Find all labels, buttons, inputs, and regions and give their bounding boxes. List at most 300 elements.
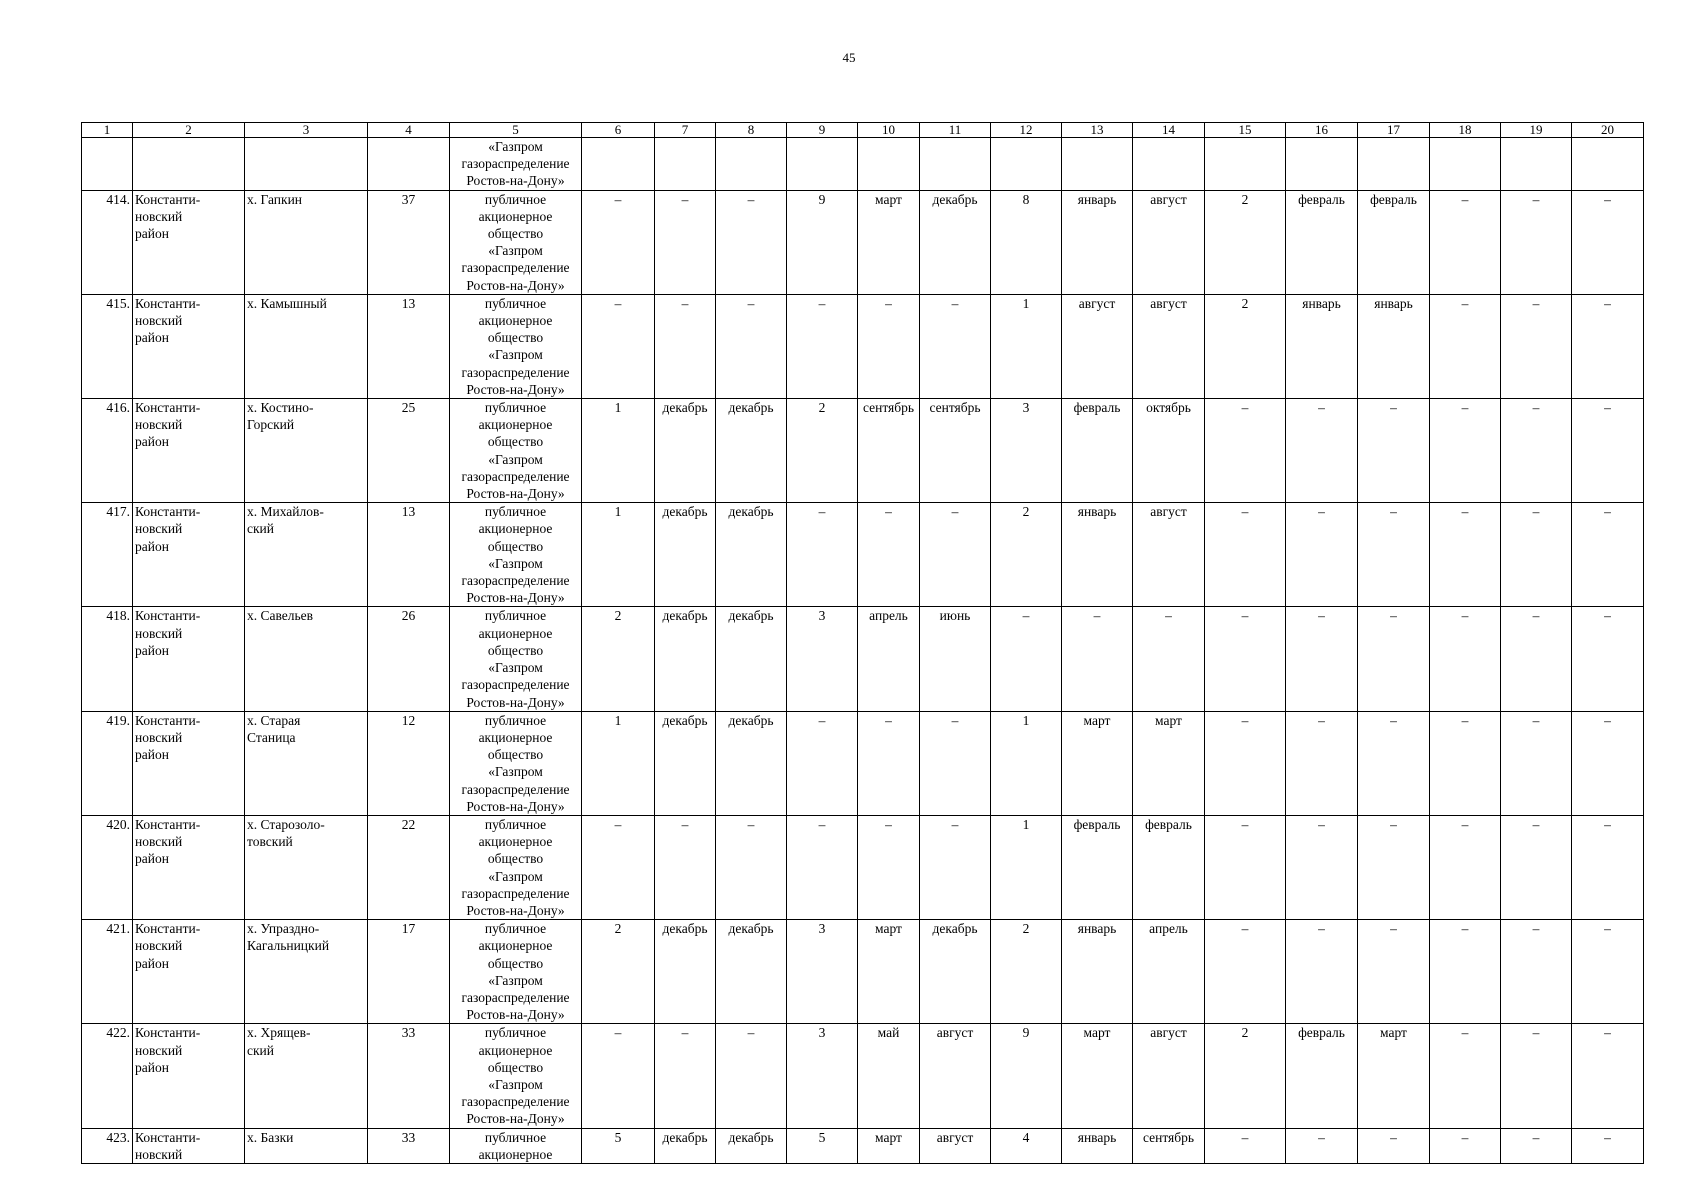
cell-c14: февраль <box>1133 815 1205 919</box>
settlement-line: ский <box>247 521 274 537</box>
cell-c17: март <box>1358 1024 1430 1128</box>
cell-c13: январь <box>1062 920 1133 1024</box>
cell-c7: декабрь <box>655 607 716 711</box>
column-header-14: 14 <box>1133 123 1205 138</box>
column-header-1: 1 <box>82 123 133 138</box>
cell-c9: – <box>787 294 858 398</box>
cell-c19: – <box>1501 399 1572 503</box>
settlement <box>245 503 368 607</box>
count: 26 <box>368 607 450 711</box>
organization <box>450 399 582 503</box>
district-line: район <box>135 642 169 658</box>
district <box>133 294 245 398</box>
district <box>133 607 245 711</box>
organization-line: акционерное <box>478 521 553 537</box>
organization-line: Ростов-на-Дону» <box>466 1007 565 1023</box>
table-row <box>82 920 1644 1024</box>
cell-c13: март <box>1062 1024 1133 1128</box>
organization-line: газораспределение <box>461 364 570 380</box>
district <box>133 711 245 815</box>
column-header-19: 19 <box>1501 123 1572 138</box>
table-row <box>82 607 1644 711</box>
table-row <box>82 399 1644 503</box>
cell-c12: – <box>991 607 1062 711</box>
cell-c12: 8 <box>991 190 1062 294</box>
district-line: Константи- <box>135 1129 201 1145</box>
cell-c19: – <box>1501 815 1572 919</box>
settlement-line: х. Хрящев- <box>247 1025 311 1041</box>
count: 33 <box>368 1128 450 1163</box>
count: 22 <box>368 815 450 919</box>
column-header-17: 17 <box>1358 123 1430 138</box>
count: 33 <box>368 1024 450 1128</box>
settlement-line: х. Гапкин <box>247 191 303 207</box>
cell-c16: – <box>1286 1128 1358 1163</box>
cell-c6: 2 <box>582 607 655 711</box>
column-header-10: 10 <box>858 123 920 138</box>
organization <box>450 607 582 711</box>
cell-c6: 5 <box>582 1128 655 1163</box>
organization-line: «Газпром <box>488 868 543 884</box>
cell-c15: 2 <box>1205 190 1286 294</box>
organization-line: публичное <box>484 504 547 520</box>
table-row <box>82 294 1644 398</box>
cell-c13: февраль <box>1062 399 1133 503</box>
column-header-18: 18 <box>1430 123 1501 138</box>
cell-c19: – <box>1501 1024 1572 1128</box>
district-line: новский <box>135 938 183 954</box>
cell-c17: – <box>1358 1128 1430 1163</box>
cell-c4 <box>368 138 450 191</box>
cell-c19: – <box>1501 607 1572 711</box>
row-number: 420. <box>82 815 133 919</box>
organization-line: Ростов-на-Дону» <box>466 590 565 606</box>
organization-line: публичное <box>484 816 547 832</box>
organization-line: газораспределение <box>461 677 570 693</box>
organization-line: «Газпром <box>488 347 543 363</box>
cell-c18: – <box>1430 294 1501 398</box>
cell-c16: – <box>1286 815 1358 919</box>
cell-c17: – <box>1358 607 1430 711</box>
organization-line: газораспределение <box>461 781 570 797</box>
cell-c17: – <box>1358 711 1430 815</box>
settlement <box>245 294 368 398</box>
column-header-2: 2 <box>133 123 245 138</box>
cell-c19: – <box>1501 294 1572 398</box>
organization-line: общество <box>487 642 544 658</box>
district-line: новский <box>135 834 183 850</box>
organization-line: публичное <box>484 1025 547 1041</box>
cell-c20: – <box>1572 190 1644 294</box>
column-header-8: 8 <box>716 123 787 138</box>
cell-c16: – <box>1286 503 1358 607</box>
table-row <box>82 1024 1644 1128</box>
column-header-16: 16 <box>1286 123 1358 138</box>
count: 25 <box>368 399 450 503</box>
settlement-line: х. Камышный <box>247 295 327 311</box>
row-number: 414. <box>82 190 133 294</box>
column-header-11: 11 <box>920 123 991 138</box>
row-number: 416. <box>82 399 133 503</box>
cell-c15: – <box>1205 1128 1286 1163</box>
district <box>133 503 245 607</box>
cell-c18: – <box>1430 399 1501 503</box>
cell-c18: – <box>1430 607 1501 711</box>
cell-c13: январь <box>1062 503 1133 607</box>
cell-c15: – <box>1205 711 1286 815</box>
cell-c18: – <box>1430 920 1501 1024</box>
organization <box>450 190 582 294</box>
cell-c18: – <box>1430 503 1501 607</box>
district-line: Константи- <box>135 921 201 937</box>
cell-c8: декабрь <box>716 607 787 711</box>
cell-c19: – <box>1501 1128 1572 1163</box>
district-line: новский <box>135 208 183 224</box>
cell-c12: 4 <box>991 1128 1062 1163</box>
organization-line: акционерное <box>478 938 553 954</box>
cell-c6: – <box>582 294 655 398</box>
organization-line: акционерное <box>478 625 553 641</box>
district <box>133 399 245 503</box>
district <box>133 190 245 294</box>
cell-c15: – <box>1205 920 1286 1024</box>
district-line: новский <box>135 1042 183 1058</box>
organization-line: Ростов-на-Дону» <box>466 902 565 918</box>
org-line: Ростов-на-Дону» <box>466 173 565 189</box>
cell-c19: – <box>1501 503 1572 607</box>
cell-c9: 5 <box>787 1128 858 1163</box>
cell-c14: март <box>1133 711 1205 815</box>
settlement-line: ский <box>247 1042 274 1058</box>
row-number: 422. <box>82 1024 133 1128</box>
cell-c7 <box>655 138 716 191</box>
organization-line: «Газпром <box>488 764 543 780</box>
cell-c7: – <box>655 294 716 398</box>
settlement <box>245 190 368 294</box>
cell-c9: – <box>787 815 858 919</box>
cell-c10: апрель <box>858 607 920 711</box>
organization-line: «Газпром <box>488 660 543 676</box>
cell-c13 <box>1062 138 1133 191</box>
cell-c19 <box>1501 138 1572 191</box>
cell-c7: декабрь <box>655 920 716 1024</box>
cell-c14: август <box>1133 503 1205 607</box>
district-line: район <box>135 226 169 242</box>
organization-line: Ростов-на-Дону» <box>466 381 565 397</box>
organization-line: общество <box>487 851 544 867</box>
column-header-7: 7 <box>655 123 716 138</box>
cell-c20: – <box>1572 607 1644 711</box>
cell-c13: январь <box>1062 1128 1133 1163</box>
cell-c13: – <box>1062 607 1133 711</box>
organization-line: публичное <box>484 191 547 207</box>
cell-c16: февраль <box>1286 190 1358 294</box>
column-header-15: 15 <box>1205 123 1286 138</box>
cell-c6: 1 <box>582 711 655 815</box>
cell-c12: 1 <box>991 815 1062 919</box>
settlement <box>245 1128 368 1163</box>
organization-line: газораспределение <box>461 885 570 901</box>
cell-c11: – <box>920 294 991 398</box>
table-row <box>82 711 1644 815</box>
cell-c7: декабрь <box>655 399 716 503</box>
cell-c17 <box>1358 138 1430 191</box>
cell-c17: февраль <box>1358 190 1430 294</box>
district-line: район <box>135 330 169 346</box>
organization-line: Ростов-на-Дону» <box>466 694 565 710</box>
cell-c1 <box>82 138 133 191</box>
organization-line: «Газпром <box>488 972 543 988</box>
cell-c6: 1 <box>582 503 655 607</box>
organization <box>450 815 582 919</box>
organization-line: Ростов-на-Дону» <box>466 1111 565 1127</box>
cell-c12 <box>991 138 1062 191</box>
row-number: 423. <box>82 1128 133 1163</box>
cell-c10: – <box>858 815 920 919</box>
organization-line: общество <box>487 434 544 450</box>
settlement <box>245 711 368 815</box>
cell-c8: декабрь <box>716 920 787 1024</box>
cell-c20: – <box>1572 399 1644 503</box>
cell-c12: 1 <box>991 294 1062 398</box>
cell-c9: 2 <box>787 399 858 503</box>
organization-line: Ростов-на-Дону» <box>466 277 565 293</box>
organization-line: «Газпром <box>488 1076 543 1092</box>
column-header-12: 12 <box>991 123 1062 138</box>
organization-line: общество <box>487 747 544 763</box>
organization <box>450 711 582 815</box>
district-line: Константи- <box>135 1025 201 1041</box>
cell-c7: – <box>655 815 716 919</box>
district <box>133 1128 245 1163</box>
cell-c12: 1 <box>991 711 1062 815</box>
cell-c17: – <box>1358 503 1430 607</box>
organization <box>450 920 582 1024</box>
cell-c6: – <box>582 1024 655 1128</box>
organization-line: «Газпром <box>488 451 543 467</box>
cell-c10: март <box>858 190 920 294</box>
cell-c10: – <box>858 503 920 607</box>
cell-c16: – <box>1286 607 1358 711</box>
organization-line: Ростов-на-Дону» <box>466 798 565 814</box>
cell-c16: – <box>1286 711 1358 815</box>
cell-c3 <box>245 138 368 191</box>
cell-c9 <box>787 138 858 191</box>
cell-c11: – <box>920 815 991 919</box>
district-line: новский <box>135 521 183 537</box>
district-line: новский <box>135 1146 183 1162</box>
cell-c6 <box>582 138 655 191</box>
organization <box>450 1128 582 1163</box>
cell-c10: – <box>858 294 920 398</box>
cell-c16: – <box>1286 920 1358 1024</box>
column-header-4: 4 <box>368 123 450 138</box>
cell-c12: 9 <box>991 1024 1062 1128</box>
cell-c14 <box>1133 138 1205 191</box>
cell-c20: – <box>1572 1024 1644 1128</box>
column-header-3: 3 <box>245 123 368 138</box>
cell-c16: – <box>1286 399 1358 503</box>
cell-c7: декабрь <box>655 711 716 815</box>
cell-c11: август <box>920 1024 991 1128</box>
cell-c8: декабрь <box>716 1128 787 1163</box>
cell-c20: – <box>1572 1128 1644 1163</box>
cell-c7: – <box>655 190 716 294</box>
organization-line: акционерное <box>478 417 553 433</box>
cell-c8: – <box>716 815 787 919</box>
cell-c10: сентябрь <box>858 399 920 503</box>
settlement-line: Кагальницкий <box>247 938 330 954</box>
column-header-6: 6 <box>582 123 655 138</box>
cell-c11: июнь <box>920 607 991 711</box>
cell-c9: 9 <box>787 190 858 294</box>
cell-c12: 2 <box>991 920 1062 1024</box>
cell-c8: декабрь <box>716 399 787 503</box>
cell-org <box>450 138 582 191</box>
count: 12 <box>368 711 450 815</box>
district-line: Константи- <box>135 191 201 207</box>
cell-c7: – <box>655 1024 716 1128</box>
table-row <box>82 503 1644 607</box>
cell-c12: 3 <box>991 399 1062 503</box>
cell-c15: – <box>1205 607 1286 711</box>
organization-line: акционерное <box>478 1146 553 1162</box>
organization-line: акционерное <box>478 313 553 329</box>
district-line: район <box>135 955 169 971</box>
organization <box>450 294 582 398</box>
district-line: район <box>135 747 169 763</box>
cell-c18: – <box>1430 190 1501 294</box>
cell-c9: 3 <box>787 920 858 1024</box>
settlement-line: х. Костино- <box>247 400 314 416</box>
cell-c15 <box>1205 138 1286 191</box>
organization-line: публичное <box>484 1129 547 1145</box>
cell-c14: апрель <box>1133 920 1205 1024</box>
cell-c6: 2 <box>582 920 655 1024</box>
cell-c8: – <box>716 1024 787 1128</box>
organization-line: газораспределение <box>461 260 570 276</box>
district-line: район <box>135 434 169 450</box>
cell-c13: февраль <box>1062 815 1133 919</box>
settlement <box>245 1024 368 1128</box>
column-header-13: 13 <box>1062 123 1133 138</box>
settlement <box>245 399 368 503</box>
cell-c10: май <box>858 1024 920 1128</box>
cell-c17: – <box>1358 399 1430 503</box>
organization-line: публичное <box>484 295 547 311</box>
district <box>133 815 245 919</box>
cell-c18: – <box>1430 1024 1501 1128</box>
cell-c20: – <box>1572 503 1644 607</box>
count: 37 <box>368 190 450 294</box>
organization-line: акционерное <box>478 834 553 850</box>
row-number: 415. <box>82 294 133 398</box>
cell-c20: – <box>1572 711 1644 815</box>
cell-c6: – <box>582 190 655 294</box>
cell-c16 <box>1286 138 1358 191</box>
cell-c15: 2 <box>1205 1024 1286 1128</box>
cell-c9: 3 <box>787 1024 858 1128</box>
cell-c15: – <box>1205 399 1286 503</box>
cell-c8 <box>716 138 787 191</box>
district-line: Константи- <box>135 712 201 728</box>
org-line: газораспределение <box>461 156 570 172</box>
district-line: Константи- <box>135 608 201 624</box>
district-line: новский <box>135 625 183 641</box>
organization-line: общество <box>487 955 544 971</box>
organization-line: общество <box>487 1059 544 1075</box>
cell-c18: – <box>1430 1128 1501 1163</box>
cell-c14: август <box>1133 190 1205 294</box>
cell-c19: – <box>1501 711 1572 815</box>
cell-c6: – <box>582 815 655 919</box>
settlement-line: х. Старозоло- <box>247 816 325 832</box>
district-line: Константи- <box>135 816 201 832</box>
organization-line: «Газпром <box>488 243 543 259</box>
cell-c7: декабрь <box>655 503 716 607</box>
settlement-line: х. Упраздно- <box>247 921 320 937</box>
cell-c18: – <box>1430 711 1501 815</box>
cell-c11: сентябрь <box>920 399 991 503</box>
settlement-line: х. Михайлов- <box>247 504 324 520</box>
table-body <box>82 138 1644 1164</box>
organization-line: газораспределение <box>461 573 570 589</box>
cell-c20: – <box>1572 815 1644 919</box>
cell-c13: март <box>1062 711 1133 815</box>
cell-c14: сентябрь <box>1133 1128 1205 1163</box>
cell-c8: – <box>716 294 787 398</box>
table-row <box>82 1128 1644 1163</box>
count: 13 <box>368 294 450 398</box>
cell-c10: – <box>858 711 920 815</box>
district-line: Константи- <box>135 295 201 311</box>
row-number: 418. <box>82 607 133 711</box>
organization-line: публичное <box>484 712 547 728</box>
cell-c11: – <box>920 711 991 815</box>
cell-c11: декабрь <box>920 920 991 1024</box>
cell-c14: август <box>1133 1024 1205 1128</box>
district-line: район <box>135 851 169 867</box>
cell-c13: январь <box>1062 190 1133 294</box>
cell-c14: октябрь <box>1133 399 1205 503</box>
cell-c10: март <box>858 1128 920 1163</box>
cell-c9: – <box>787 503 858 607</box>
cell-c20 <box>1572 138 1644 191</box>
org-line: «Газпром <box>488 139 543 154</box>
organization <box>450 503 582 607</box>
cell-c11 <box>920 138 991 191</box>
cell-c2 <box>133 138 245 191</box>
organization-line: газораспределение <box>461 989 570 1005</box>
cell-c14: – <box>1133 607 1205 711</box>
continuation-row <box>82 138 1644 191</box>
district-line: новский <box>135 313 183 329</box>
cell-c17: – <box>1358 815 1430 919</box>
cell-c18 <box>1430 138 1501 191</box>
cell-c10 <box>858 138 920 191</box>
organization-line: акционерное <box>478 1042 553 1058</box>
cell-c17: – <box>1358 920 1430 1024</box>
cell-c17: январь <box>1358 294 1430 398</box>
organization-line: газораспределение <box>461 468 570 484</box>
settlement-line: Станица <box>247 729 296 745</box>
settlement-line: х. Савельев <box>247 608 314 624</box>
table-row <box>82 815 1644 919</box>
cell-c15: – <box>1205 815 1286 919</box>
row-number: 419. <box>82 711 133 815</box>
row-number: 421. <box>82 920 133 1024</box>
organization-line: публичное <box>484 400 547 416</box>
